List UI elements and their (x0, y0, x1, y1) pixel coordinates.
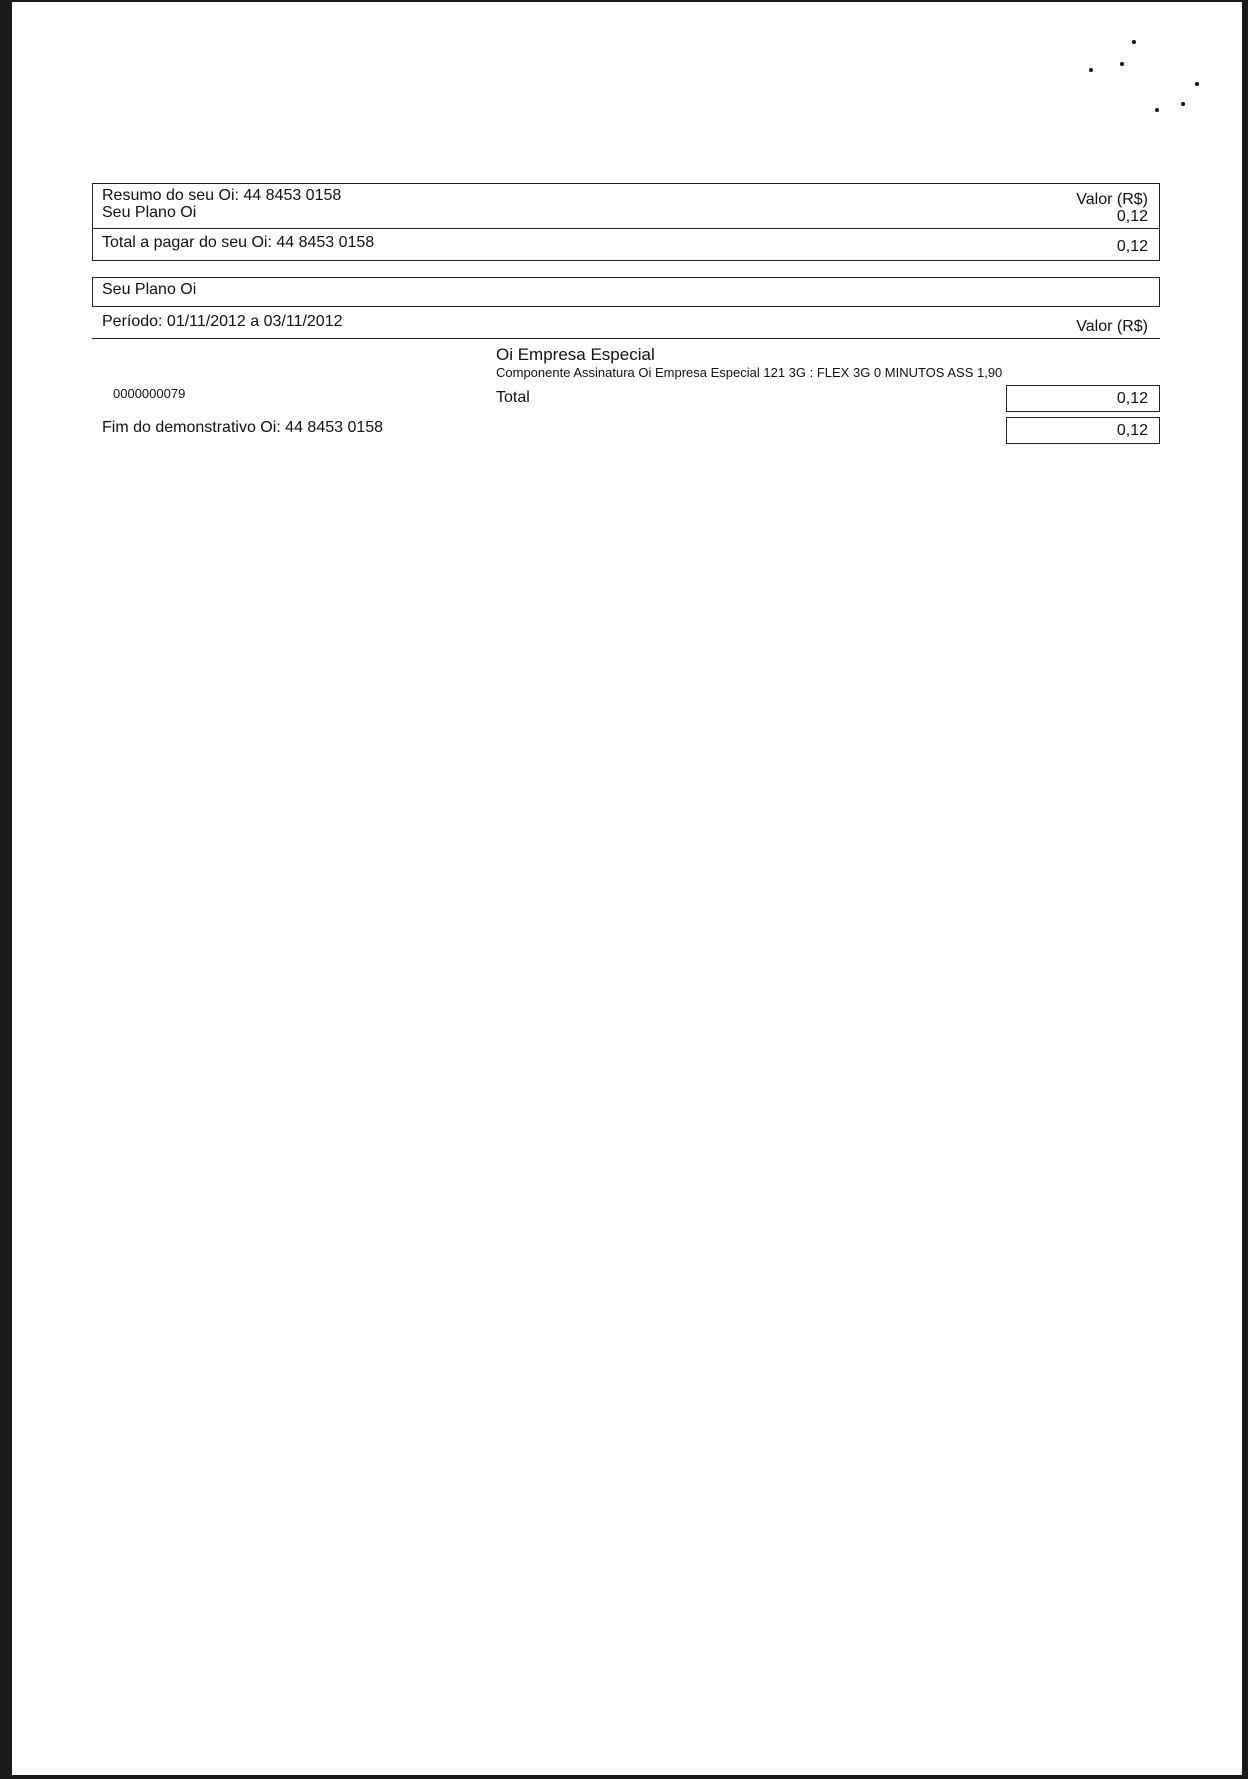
scan-speck (1155, 108, 1159, 112)
end-of-statement-label: Fim do demonstrativo Oi: 44 8453 0158 (102, 419, 384, 436)
scan-speck (1181, 102, 1185, 106)
scan-speck (1132, 40, 1136, 44)
detail-total-value: 0,12 (1116, 390, 1148, 407)
item-code: 0000000079 (113, 386, 186, 401)
summary-title: Resumo do seu Oi: 44 8453 0158 (102, 187, 342, 204)
summary-divider (92, 228, 1160, 229)
plan-header-box (92, 277, 1160, 307)
scan-speck (1089, 68, 1093, 72)
plan-value-header: Valor (R$) (1076, 318, 1148, 335)
end-total-value: 0,12 (1116, 422, 1148, 439)
summary-plan-label: Seu Plano Oi (102, 204, 197, 221)
document-page (12, 2, 1242, 1775)
summary-total-value: 0,12 (1116, 238, 1148, 255)
detail-total-label: Total (496, 389, 530, 406)
plan-period: Período: 01/11/2012 a 03/11/2012 (102, 313, 343, 330)
period-divider (92, 338, 1160, 339)
scan-speck (1120, 62, 1124, 66)
plan-header: Seu Plano Oi (102, 281, 197, 298)
summary-value-header: Valor (R$) (1076, 191, 1148, 208)
summary-total-label: Total a pagar do seu Oi: 44 8453 0158 (102, 234, 375, 251)
scan-speck (1195, 82, 1199, 86)
service-component: Componente Assinatura Oi Empresa Especial 121 3G : FLEX 3G 0 MINUTOS ASS 1,90 (496, 365, 1003, 380)
service-title: Oi Empresa Especial (496, 345, 655, 364)
summary-plan-value: 0,12 (1116, 208, 1148, 225)
